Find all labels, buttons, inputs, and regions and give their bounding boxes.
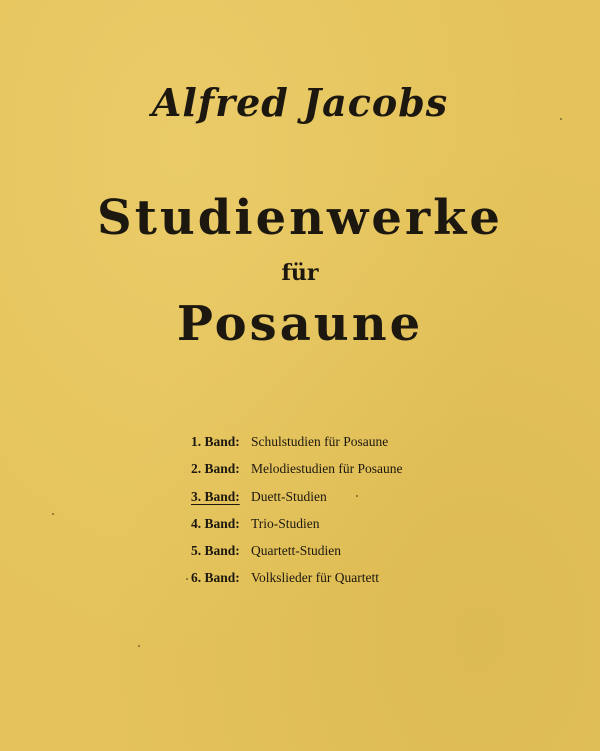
paper-speck: [138, 645, 140, 647]
paper-speck: [186, 578, 188, 580]
volume-number: 5. Band:: [191, 543, 240, 559]
volume-title: Quartett-Studien: [251, 543, 341, 559]
volume-number: 6. Band:: [191, 570, 240, 586]
volume-item-4: [191, 510, 402, 537]
author-name: Alfred Jacobs: [151, 80, 449, 125]
volume-title: Duett-Studien: [251, 488, 327, 504]
volume-item-2: [191, 455, 402, 482]
volume-number: 1. Band:: [191, 434, 240, 449]
volume-number-marked: 3. Band:: [191, 488, 240, 504]
volume-title: Trio-Studien: [251, 515, 320, 531]
volume-title: Melodiestudien für Posaune: [251, 461, 403, 477]
title-instrument: Posaune: [176, 296, 424, 352]
volume-number: 4. Band:: [191, 515, 240, 531]
paper-speck: [356, 495, 358, 497]
volume-number: 2. Band:: [191, 461, 240, 477]
paper-speck: [560, 118, 562, 120]
volume-title: Volkslieder für Quartett: [251, 570, 379, 586]
volume-title: Schulstudien für Posaune: [251, 434, 389, 449]
title-connector: für: [281, 260, 319, 286]
volume-list: [191, 428, 402, 592]
paper-speck: [52, 513, 54, 515]
volume-item-1: [191, 428, 402, 455]
volume-item-5: [191, 537, 402, 564]
title-main: Studienwerke: [97, 190, 503, 246]
volume-item-6: [191, 564, 402, 591]
volume-item-3: [191, 483, 402, 510]
